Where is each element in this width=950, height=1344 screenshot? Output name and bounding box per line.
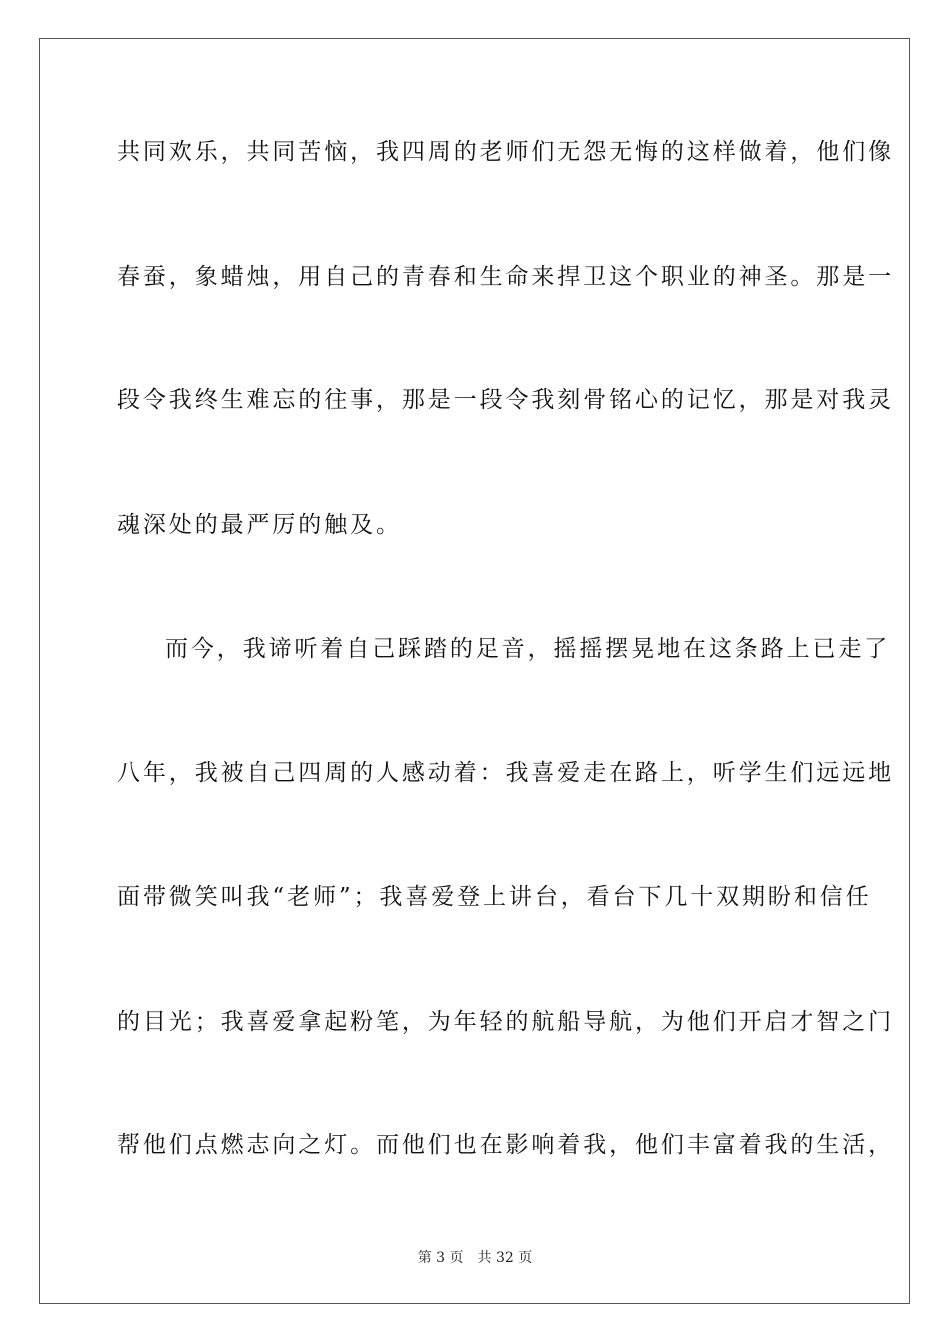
body-text-line: 帮他们点燃志向之灯。而他们也在影响着我，他们丰富着我的生活， <box>117 1132 894 1158</box>
paragraph-first-line: 而今，我谛听着自己踩踏的足音，摇摇摆晃地在这条路上已走了 <box>165 636 891 662</box>
body-text-line: 面带微笑叫我“老师”；我喜爱登上讲台，看台下几十双期盼和信任 <box>117 884 872 910</box>
page-border <box>39 38 910 1304</box>
body-text-line: 段令我终生难忘的往事，那是一段令我刻骨铭心的记忆，那是对我灵 <box>117 387 894 413</box>
page-footer <box>0 1247 950 1267</box>
page-total: 共 32 页 <box>477 1250 533 1266</box>
body-text-line: 魂深处的最严厉的触及。 <box>117 512 402 538</box>
body-text-line: 的目光；我喜爱拿起粉笔，为年轻的航船导航，为他们开启才智之门 <box>117 1009 894 1035</box>
body-text-line: 八年，我被自己四周的人感动着：我喜爱走在路上，听学生们远远地 <box>117 760 894 786</box>
body-text-line: 共同欢乐，共同苦恼，我四周的老师们无怨无悔的这样做着，他们像 <box>117 139 894 165</box>
page-number: 第 3 页 <box>417 1250 464 1266</box>
body-text-line: 春蚕，象蜡烛，用自己的青春和生命来捍卫这个职业的神圣。那是一 <box>117 264 894 290</box>
